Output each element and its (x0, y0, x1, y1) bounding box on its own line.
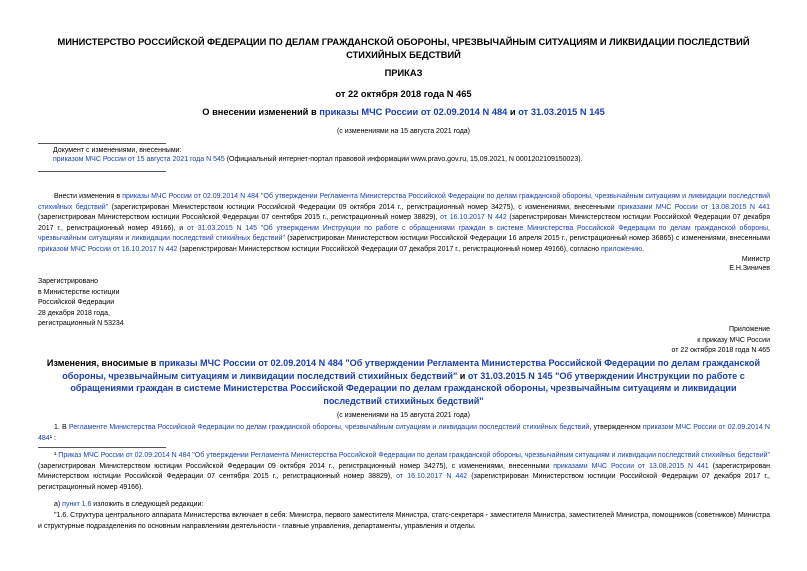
link-reglament[interactable]: Регламенте Министерства Российской Федерации по делам гражданской обороны, чрезвычайным ситуациям и ликвидации последствий стихийных бедствий (68, 424, 590, 431)
changes-box (53, 146, 753, 165)
appendix-title: Изменения, вносимые в приказы МЧС России от 02.09.2014 N 484 "Об утверждении Регламента Министерства Российской Федерации по делам гражданской обороны, чрезвычайным ситуациям и ликвидации последствий стихийных бедствий" и от 31.03.2015 N 145 "Об утверждении Инструкции по работе с обращениями граждан в системе Министерства Российской Федерации по делам гражданской обороны, чрезвычайным ситуациям и ликвидации последствий стихийных бедствий" (46, 358, 761, 406)
registration-line: 28 декабря 2018 года, (38, 309, 110, 317)
ministry-heading: МИНИСТЕРСТВО РОССИЙСКОЙ ФЕДЕРАЦИИ ПО ДЕЛАМ ГРАЖДАНСКОЙ ОБОРОНЫ, ЧРЕЗВЫЧАЙНЫМ СИТУАЦИЯМ И ЛИКВИДАЦИИ ПОСЛЕДСТВИЙ СТИХИЙНЫХ БЕДСТВИЙ (57, 37, 750, 60)
registration-line: Зарегистрировано (38, 278, 98, 285)
link-order-442[interactable]: от 16.10.2017 N 442 (440, 214, 507, 221)
appendix-revision-note: (с изменениями на 15 августа 2021 года) (336, 412, 471, 419)
footnote-link-441[interactable]: приказами МЧС России от 13.08.2015 N 441 (553, 462, 709, 470)
link-point-1-6[interactable]: пункт 1.6 (62, 501, 92, 508)
divider (38, 143, 166, 144)
divider (38, 171, 166, 172)
quoted-text: "1.6. Структура центрального аппарата Министерства включает в себя: Министра, первого заместителя Министра, статс-секретаря - заместителя Министра, заместителей Министра, помощников (советников) Министра и структурные подразделения по основным направлениям деятельности - главные управления, департаменты, управления и отделы. (38, 512, 770, 530)
minister-block (600, 255, 770, 274)
revision-note: (с изменениями на 15 августа 2021 года) (336, 128, 471, 135)
footnote-link-484[interactable]: Приказ МЧС России от 02.09.2014 N 484 "Об утверждении Регламента Министерства Российской Федерации по делам гражданской обороны, чрезвычайным ситуациям и ликвидации последствий стихийных бедствий" (58, 452, 770, 459)
subject-link-order-484[interactable]: приказы МЧС России от 02.09.2014 N 484 (319, 107, 508, 117)
doc-date-number: от 22 октября 2018 года N 465 (335, 89, 472, 99)
changes-line: приказом МЧС России от 15 августа 2021 года N 545 (Официальный интернет-портал правовой информации www.pravo.gov.ru, 15.09.2021, N 0001202109150023). (53, 156, 583, 164)
changes-label: Документ с изменениями, внесенными: (53, 147, 182, 154)
minister-name: Е.Н.Зиничев (729, 265, 770, 273)
subject-link-order-145[interactable]: от 31.03.2015 N 145 (518, 107, 605, 117)
link-order-484[interactable]: приказы МЧС России от 02.09.2014 N 484 "Об утверждении Регламента Министерства Российской Федерации по делам гражданской обороны, чрезвычайным ситуациям и ликвидации последствий стихийных бедствий" (38, 193, 771, 211)
appendix-title-link-145[interactable]: от 31.03.2015 N 145 "Об утверждении Инструкции по работе с обращениями граждан в системе Министерства Российской Федерации по делам гражданской обороны, чрезвычайным ситуациям и ликвидации последствий стихийных бедствий" (70, 370, 745, 406)
doc-type-heading: ПРИКАЗ (384, 68, 423, 78)
link-order-442-b[interactable]: приказом МЧС России от 16.10.2017 N 442 (38, 245, 178, 253)
minister-title: Министр (741, 256, 770, 263)
appendix-label: Приложение к приказу МЧС России от 22 октября 2018 года N 465 (671, 326, 770, 354)
divider (38, 447, 166, 448)
footnote-link-442[interactable]: от 16.10.2017 N 442 (396, 473, 468, 480)
registration-line: регистрационный N 53234 (38, 320, 124, 327)
link-order-484-approval[interactable]: приказом МЧС России от 02.09.2014 N 484 (38, 424, 770, 442)
appendix-title-link-484[interactable]: приказы МЧС России от 02.09.2014 N 484 "Об утверждении Регламента Министерства Российской Федерации по делам гражданской обороны, чрезвычайным ситуациям и ликвидации последствий стихийных бедствий" (62, 358, 761, 381)
registration-block (38, 277, 238, 330)
link-order-145[interactable]: от 31.03.2015 N 145 "Об утверждении Инструкции по работе с обращениями граждан в системе Министерства Российской Федерации по делам гражданской обороны, чрезвычайным ситуациям и ликвидации последствий стихийных бедствий" (38, 224, 770, 242)
doc-subject: О внесении изменений в приказы МЧС России от 02.09.2014 N 484 и от 31.03.2015 N 145 (202, 107, 605, 117)
subitem-a: а) пункт 1.6 изложить в следующей редакции: (54, 501, 204, 508)
link-order-441[interactable]: приказами МЧС России от 13.08.2015 N 441 (618, 203, 771, 211)
main-paragraph: Внести изменения в приказы МЧС России от 02.09.2014 N 484 "Об утверждении Регламента Министерства Российской Федерации по делам гражданской обороны, чрезвычайным ситуациям и ликвидации последствий стихийных бедствий" (зарегистрирован Министерством юстиции Российской Федерации 09 октября 2014 г., регистрационный номер 34275), с изменениями, внесенными приказами МЧС России от 13.08.2015 N 441 (зарегистрирован Министерством юстиции Российской Федерации 07 сентября 2015 г., регистрационный номер 38829), от 16.10.2017 N 442 (зарегистрирован Министерством юстиции Российской Федерации 07 декабря 2017 г., регистрационный номер 49166), и от 31.03.2015 N 145 "Об утверждении Инструкции по работе с обращениями граждан в системе Министерства Российской Федерации по делам гражданской обороны, чрезвычайным ситуациям и ликвидации последствий стихийных бедствий" (зарегистрирован Министерством юстиции Российской Федерации 16 апреля 2015 г., регистрационный номер 36865) с изменениями, внесенными приказом МЧС России от 16.10.2017 N 442 (зарегистрирован Министерством юстиции Российской Федерации 07 декабря 2017 г., регистрационный номер 49166), согласно приложению. (38, 193, 771, 253)
changes-link-order-545[interactable]: приказом МЧС России от 15 августа 2021 года N 545 (53, 156, 225, 164)
item-1: 1. В Регламенте Министерства Российской Федерации по делам гражданской обороны, чрезвычайным ситуациям и ликвидации последствий стихийных бедствий, утвержденном приказом МЧС России от 02.09.2014 N 484¹ : (38, 424, 770, 442)
link-appendix[interactable]: приложению (600, 245, 643, 253)
registration-line: в Министерстве юстиции (38, 288, 120, 296)
registration-line: Российской Федерации (38, 299, 115, 306)
footnote-1: ¹ Приказ МЧС России от 02.09.2014 N 484 "Об утверждении Регламента Министерства Российской Федерации по делам гражданской обороны, чрезвычайным ситуациям и ликвидации последствий стихийных бедствий" (зарегистрирован Министерством юстиции Российской Федерации 09 октября 2014 г., регистрационный номер 34275), с изменениями, внесенными приказами МЧС России от 13.08.2015 N 441 (зарегистрирован Министерством юстиции Российской Федерации 07 сентября 2015 г., регистрационный номер 38829), от 16.10.2017 N 442 (зарегистрирован Министерством юстиции Российской Федерации 07 декабря 2017 г., регистрационный номер 49166). (38, 452, 770, 491)
